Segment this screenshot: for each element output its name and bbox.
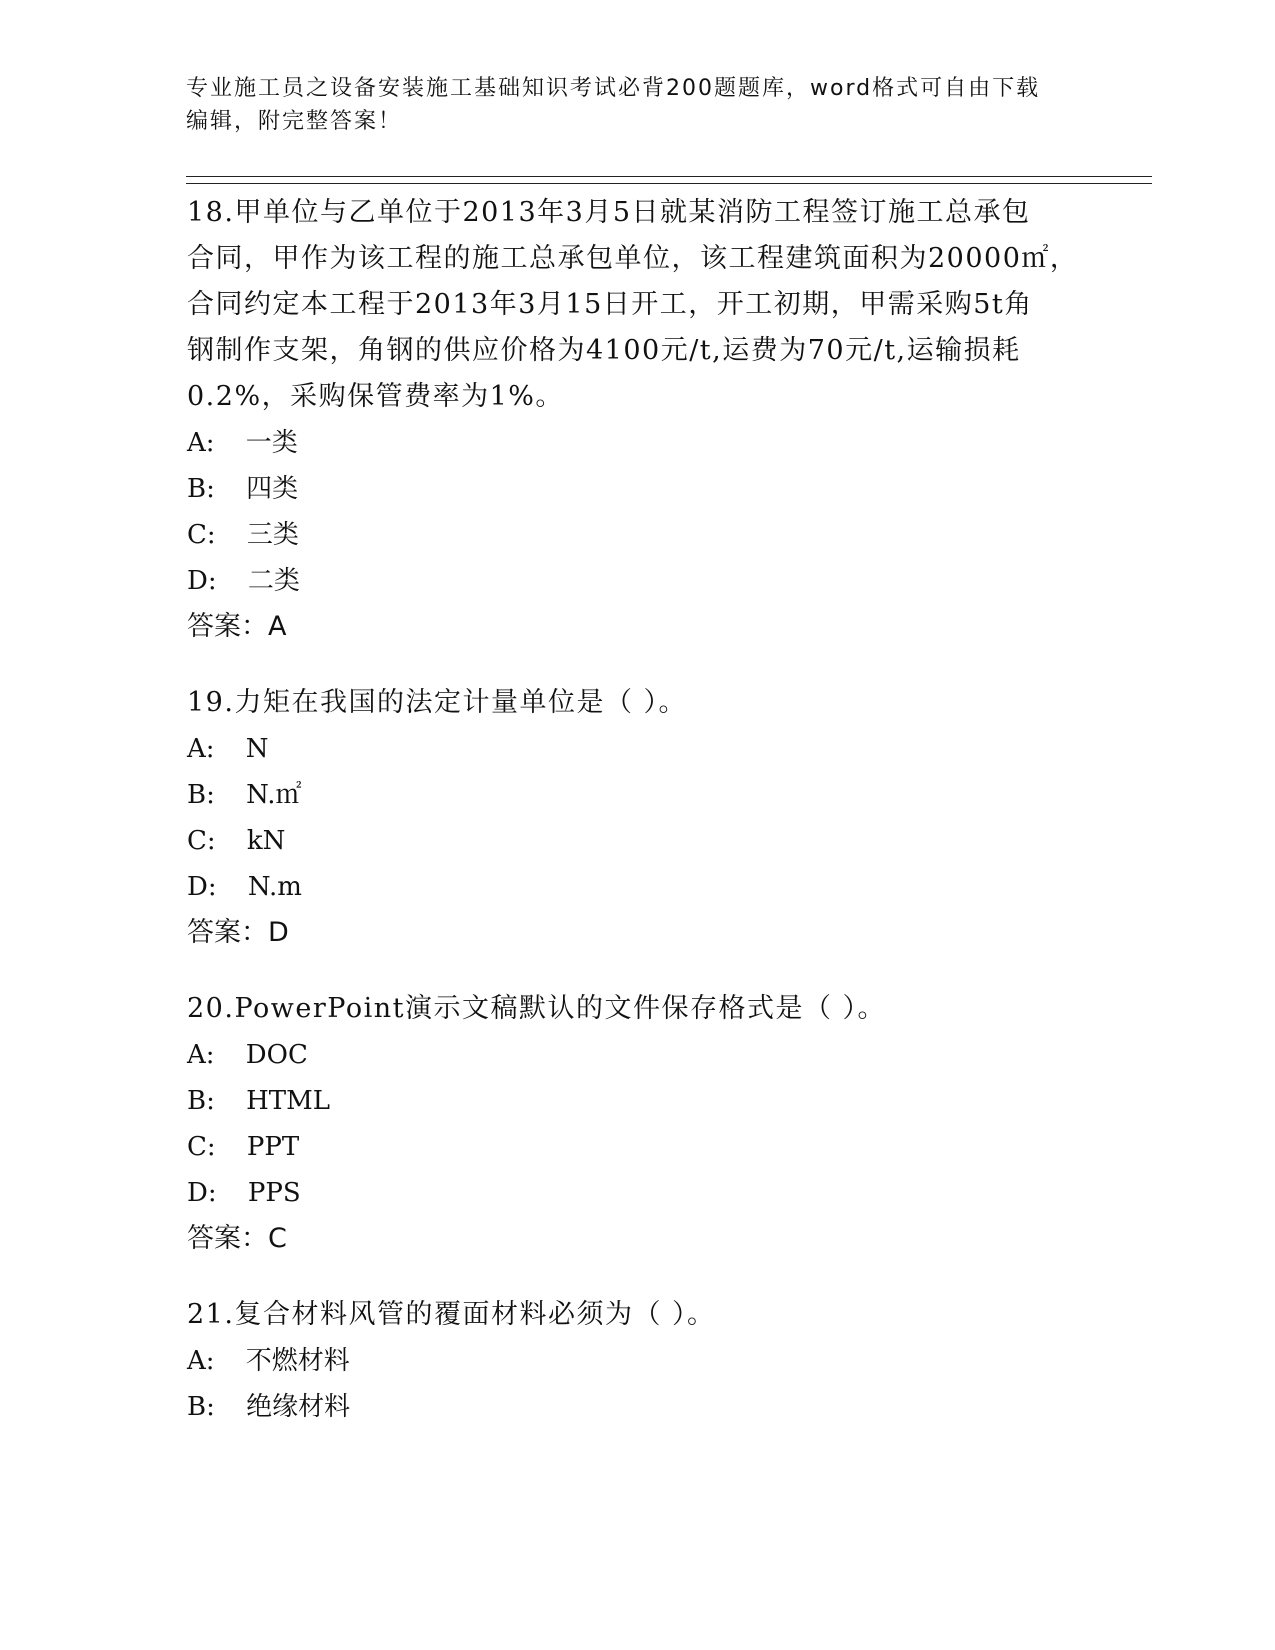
option-a: A: N [187,726,1087,772]
question-21 [187,1292,1087,1430]
option-c: C: PPT [187,1124,1087,1170]
option-letter: A [187,734,206,764]
option-a: A: DOC [187,1032,1087,1078]
question-18 [187,190,1087,650]
option-text: kN [246,826,286,856]
option-text: PPS [247,1178,301,1208]
header-line-2: 编辑，附完整答案！ [186,109,403,134]
option-text: 三类 [246,520,299,550]
option-d: D: PPS [187,1170,1087,1216]
option-letter: D [187,1178,208,1208]
option-letter: C [187,1132,207,1162]
document-header [186,72,1086,138]
option-letter: D [187,566,208,596]
option-letter: A [187,428,206,458]
question-stem [187,190,1087,420]
option-letter: B [187,1392,207,1422]
option-letter: C [187,826,207,856]
option-text: N [245,734,269,764]
option-a: A: 一类 [187,420,1087,466]
option-text: N.m [247,872,302,902]
option-b: B: 四类 [187,466,1087,512]
option-text: 四类 [246,474,299,504]
option-letter: C [187,520,207,550]
option-letter: B [187,780,207,810]
stem-line: 合同，甲作为该工程的施工总承包单位，该工程建筑面积为20000㎡， [187,243,1079,274]
option-text: 一类 [245,428,298,458]
option-c: C: kN [187,818,1087,864]
option-letter: D [187,872,208,902]
stem-line: 合同约定本工程于2013年3月15日开工，开工初期，甲需采购5t角 [187,289,1033,320]
answer-line: 答案：C [187,1223,287,1254]
question-20 [187,986,1087,1262]
option-b: B: N.㎡ [187,772,1087,818]
option-b: B: HTML [187,1078,1087,1124]
stem-line: 20.PowerPoint演示文稿默认的文件保存格式是（ ）。 [187,993,887,1024]
stem-line: 19.力矩在我国的法定计量单位是（ ）。 [187,687,688,718]
header-line-1: 专业施工员之设备安装施工基础知识考试必背200题题库，word格式可自由下载 [186,76,1041,101]
question-stem [187,1292,1087,1338]
stem-line: 0.2%，采购保管费率为1%。 [187,381,564,412]
option-text: 二类 [247,566,300,596]
option-letter: A [187,1040,206,1070]
stem-line: 21.复合材料风管的覆面材料必须为（ ）。 [187,1299,716,1330]
option-a: A: 不燃材料 [187,1338,1087,1384]
question-19 [187,680,1087,956]
option-letter: A [187,1346,206,1376]
option-d: D: 二类 [187,558,1087,604]
option-b: B: 绝缘材料 [187,1384,1087,1430]
answer-line: 答案：D [187,917,289,948]
option-text: PPT [246,1132,300,1162]
option-d: D: N.m [187,864,1087,910]
option-text: 不燃材料 [245,1346,350,1376]
option-c: C: 三类 [187,512,1087,558]
question-stem [187,680,1087,726]
header-divider-top [186,176,1152,177]
answer-line: 答案：A [187,611,287,642]
stem-line: 18.甲单位与乙单位于2013年3月5日就某消防工程签订施工总承包 [187,197,1031,228]
header-divider-bottom [186,183,1152,184]
option-text: N.㎡ [246,780,302,810]
question-list [187,190,1087,1460]
option-text: HTML [246,1086,331,1116]
option-letter: B [187,474,207,504]
stem-line: 钢制作支架，角钢的供应价格为4100元/t,运费为70元/t,运输损耗 [187,335,1021,366]
option-letter: B [187,1086,207,1116]
option-text: DOC [245,1040,308,1070]
question-stem [187,986,1087,1032]
option-text: 绝缘材料 [246,1392,351,1422]
